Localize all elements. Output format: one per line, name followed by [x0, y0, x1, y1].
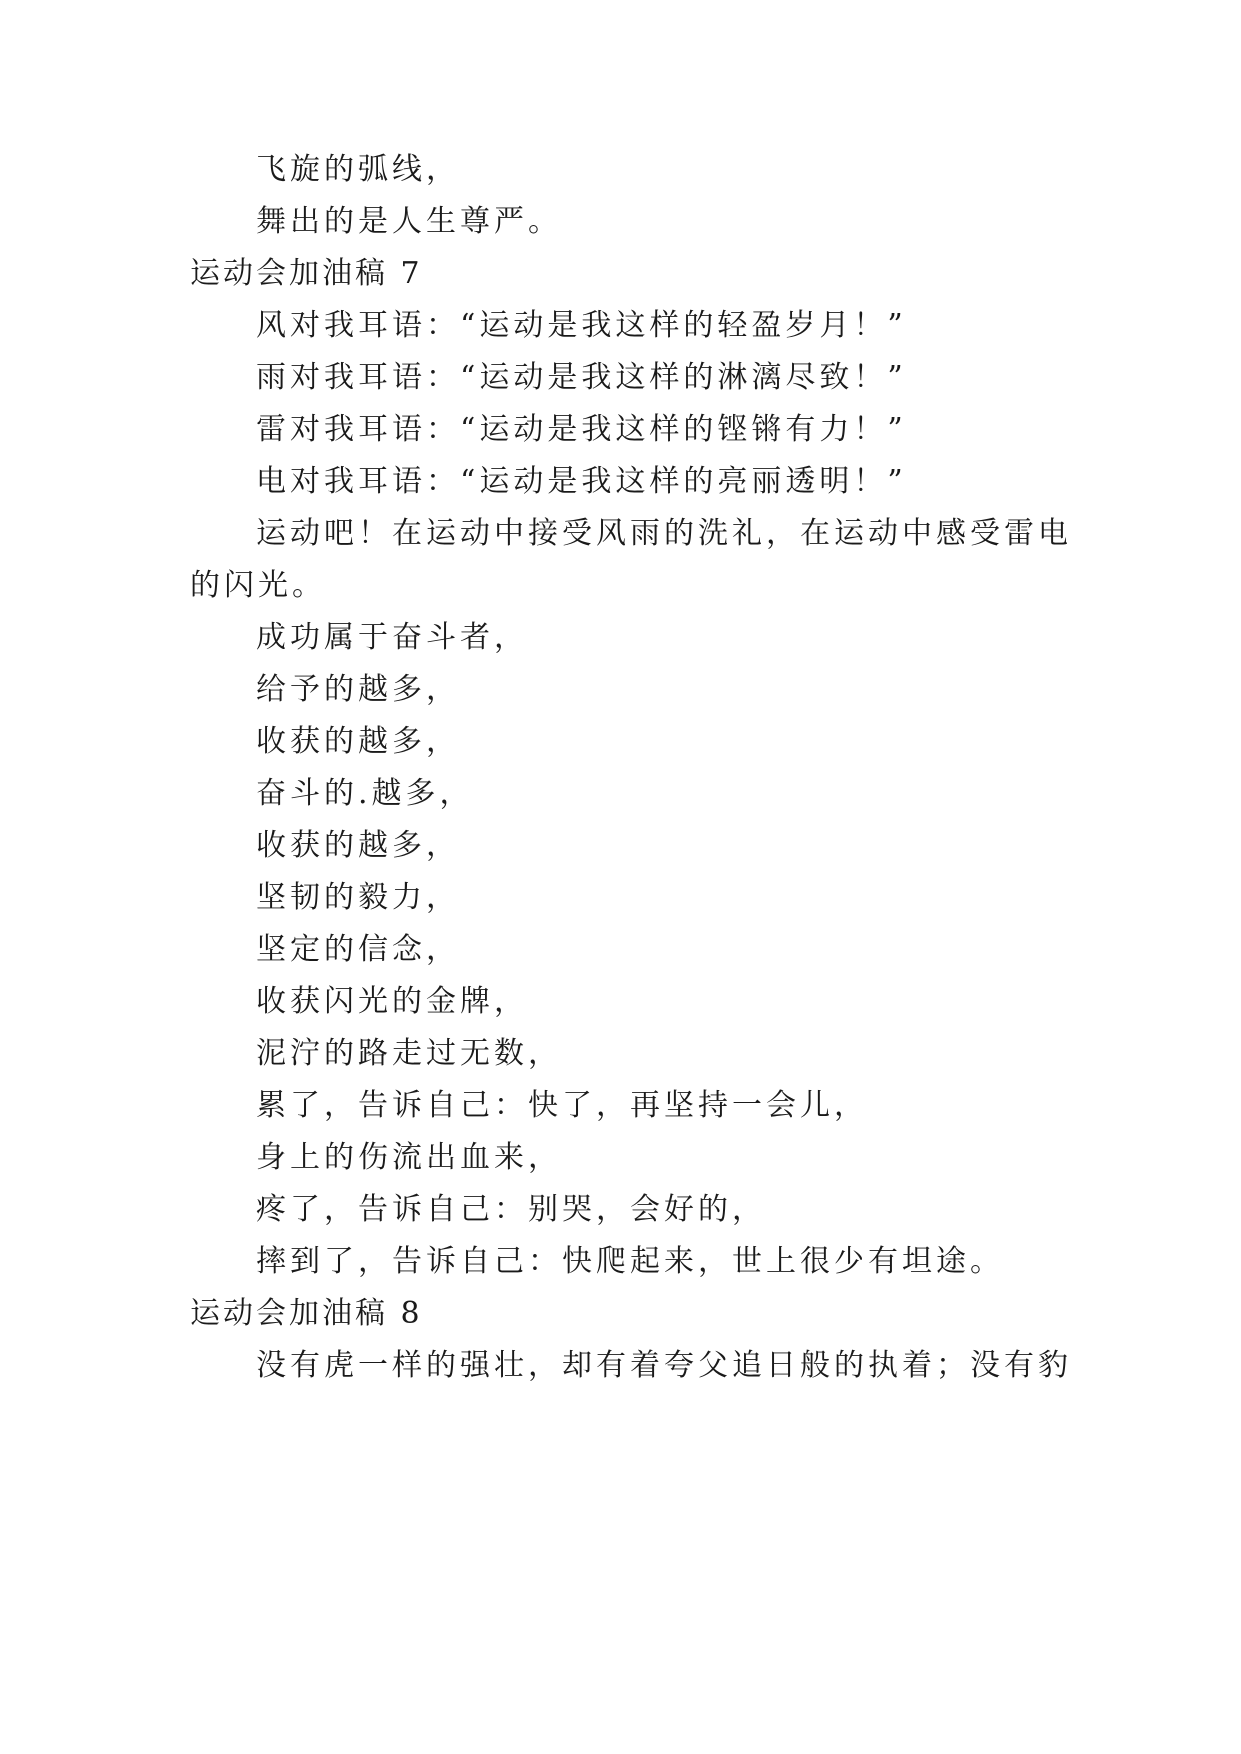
text-line: 坚韧的毅力， — [256, 880, 460, 915]
text-line: 运动吧！在运动中接受风雨的洗礼，在运动中感受雷电 — [256, 516, 1072, 551]
text-line: 的闪光。 — [190, 568, 326, 603]
text-line: 摔到了，告诉自己：快爬起来，世上很少有坦途。 — [256, 1244, 1004, 1279]
text-line: 舞出的是人生尊严。 — [256, 204, 562, 239]
text-line: 坚定的信念， — [256, 932, 460, 967]
text-line: 飞旋的弧线， — [256, 152, 460, 187]
text-line: 雷对我耳语：“运动是我这样的铿锵有力！” — [256, 412, 907, 447]
text-line: 电对我耳语：“运动是我这样的亮丽透明！” — [256, 464, 907, 499]
text-line: 收获的越多， — [256, 724, 460, 759]
text-line: 累了，告诉自己：快了，再坚持一会儿， — [256, 1088, 868, 1123]
text-line: 成功属于奋斗者， — [256, 620, 528, 655]
text-line: 疼了，告诉自己：别哭，会好的， — [256, 1192, 766, 1227]
text-line: 给予的越多， — [256, 672, 460, 707]
text-line: 风对我耳语：“运动是我这样的轻盈岁月！” — [256, 308, 907, 343]
text-line: 奋斗的.越多， — [256, 776, 474, 811]
text-line: 雨对我耳语：“运动是我这样的淋漓尽致！” — [256, 360, 907, 395]
section-heading: 运动会加油稿 7 — [190, 256, 423, 291]
text-line: 收获闪光的金牌， — [256, 984, 528, 1019]
text-line: 没有虎一样的强壮，却有着夸父追日般的执着；没有豹 — [256, 1348, 1072, 1383]
text-line: 身上的伤流出血来， — [256, 1140, 562, 1175]
section-heading: 运动会加油稿 8 — [190, 1296, 423, 1331]
text-line: 泥泞的路走过无数， — [256, 1036, 562, 1071]
text-line: 收获的越多， — [256, 828, 460, 863]
